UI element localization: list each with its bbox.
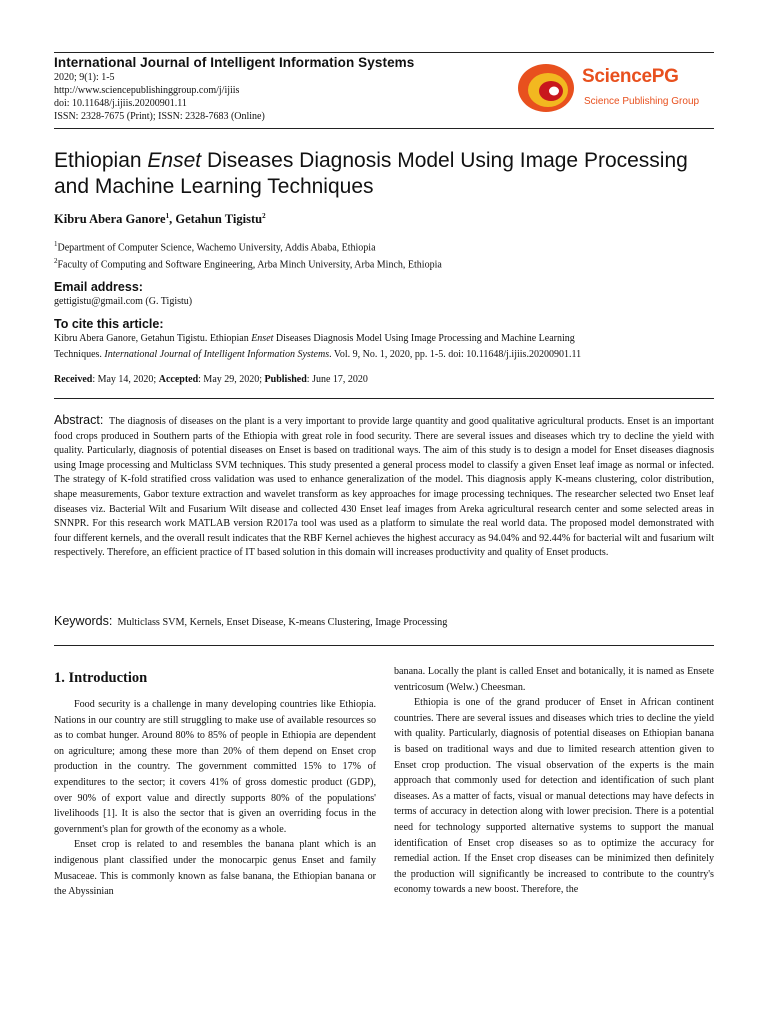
published-label: Published: [264, 374, 307, 385]
abstract-text: The diagnosis of diseases on the plant is a very important to provide large quantity and good qualitative agricultural products. Enset is an important food crops produced in Southern parts of the Ethiopia with great role in food security. There are several issues and diseases which try to decline the yield with quality. Particularly, diagnosis of potential diseases on Enset is based on traditional ways. The aim of this study is to design a model for Enset diseases diagnosis using Image processing and Multiclass SVM techniques. This study presented a general process model to classify a given Enset leaf image as normal or infected. The strategy of K-fold stratified cross validation was used to enhance generalization of the model. This diagnosis apply K-means clustering, color distribution, shape measurements, Gabor texture extraction and wavelet transform as key approaches for image processing techniques. The researcher selected two Enset leaf diseases viz. Bacterial Wilt and Fusarium Wilt disease and collected 430 Enset leaf images from Areka agricultural research center and some selected areas in SNNPR. For this research work MATLAB version R2017a tool was used as a platform to simulate the real world data. The proposed model demonstrated with four different kernels, and the overall result indicates that the RBF Kernel achieves the highest accuracy as 94.04% and 92.44% for bacterial wilt and fusarium wilt respectively. Therefore, an efficient practice of IT based solution in this domain will increases productivity and quality of Enset products.: [54, 416, 714, 559]
author-separator: ,: [169, 212, 176, 227]
authors: [54, 212, 266, 227]
abstract-label: Abstract:: [54, 413, 104, 427]
abstract: [54, 413, 714, 561]
intro-paragraph-1: Food security is a challenge in many developing countries like Ethiopia. Nations in our country are still struggling to make use of available resources so as to combat hunger. Around 80% to 85% of people in Ethiopia are dependent on agriculture; among these more than 20% of them depend on Enset crop production in the country. The government committed 15% to 17% of expenditures to the sector; it covers 41% of gross domestic product (GDP), over 90% of export value and directly supports 80% of the populations' livelihoods [1]. It is also the sector that is given an overriding focus in the government's plan for growth of the economy as a whole.: [54, 699, 376, 835]
affiliation-2-text: Faculty of Computing and Software Engineering, Arba Minch University, Arba Minch, Ethiopia: [57, 259, 442, 271]
doi-line: doi: 10.11648/j.ijiis.20200901.11: [54, 98, 187, 109]
keywords: [54, 614, 447, 628]
right-column: [394, 664, 714, 898]
author-2-sup: 2: [262, 212, 266, 220]
logo-name: SciencePG: [582, 66, 679, 87]
title-part3: Diseases Diagnosis Model Using Image Processing and Machine Learning Techniques: [54, 149, 688, 198]
citation-part: Diseases Diagnosis Model Using Image Processing and Machine Learning: [273, 333, 575, 344]
sciencepg-logo-icon: [514, 60, 584, 116]
left-column: [54, 697, 376, 900]
section-heading-introduction: 1. Introduction: [54, 670, 148, 686]
volume-line: 2020; 9(1): 1-5: [54, 72, 115, 83]
intro-paragraph-3: banana. Locally the plant is called Enset and botanically, it is named as Ensete ventricosum (Welw.) Cheesman.: [394, 666, 714, 693]
affiliation-1-sup: 1: [54, 240, 58, 248]
affiliation-1: [54, 240, 376, 253]
affiliation-1-text: Department of Computer Science, Wachemo University, Addis Ababa, Ethiopia: [57, 242, 376, 254]
citation-italic: Enset: [251, 333, 274, 344]
affiliation-2-sup: 2: [54, 257, 58, 265]
intro-paragraph-2: Enset crop is related to and resembles the banana plant which is an indigenous plant classified under the monocarpic genus Enset and family Musaceae. This is commonly known as false banana, the Ethiopian banana or the Abyssinian: [54, 839, 376, 898]
journal-url[interactable]: http://www.sciencepublishinggroup.com/j/ijiis: [54, 85, 240, 96]
accepted-date: : May 29, 2020;: [198, 374, 265, 385]
issn-line: ISSN: 2328-7675 (Print); ISSN: 2328-7683 (Online): [54, 111, 265, 122]
logo-subtitle: Science Publishing Group: [584, 96, 700, 107]
email-heading: Email address:: [54, 280, 143, 294]
citation-line-2: [54, 347, 714, 363]
author-2: Getahun Tigistu: [175, 212, 263, 227]
received-label: Received: [54, 374, 93, 385]
citation-journal: International Journal of Intelligent Information Systems: [104, 348, 330, 360]
accepted-label: Accepted: [158, 374, 199, 385]
journal-title: International Journal of Intelligent Information Systems: [54, 55, 415, 70]
header-top-rule: [54, 52, 714, 53]
citation-part: . Vol. 9, No. 1, 2020, pp. 1-5. doi: 10.11648/j.ijiis.20200901.11: [329, 348, 582, 360]
received-date: : May 14, 2020;: [92, 374, 159, 385]
intro-paragraph-4: Ethiopia is one of the grand producer of Enset in African continent countries. There are several issues and diseases which tries to decline the yield with quality. Particularly, diagnosis of potential diseases on Ethiopian banana is based on traditional ways and due to limited research attention given to Enset crop production. The visual observation of the experts is the main approach that commonly used for detection and identification of such plant diseases. As a matter of facts, visual or manual detections may have defects in terms of accuracy in detection along with lower precision. There is a potential need for technology supported alternative systems to support the manual identification of Enset crop diseases so as to optimize the accuracy for remedial action. If the Enset crop diseases can be minimized then definitely the production will significantly be increased to contribute to the country's economy towards a new boost. Therefore, the: [394, 697, 714, 896]
author-1: Kibru Abera Ganore: [54, 212, 166, 227]
keywords-text: Multiclass SVM, Kernels, Enset Disease, K-means Clustering, Image Processing: [117, 617, 448, 628]
title-italic: Enset: [147, 149, 202, 172]
sciencepg-logo: [514, 60, 714, 116]
affiliation-2: [54, 257, 442, 270]
dates-line: [54, 372, 368, 388]
header-bottom-rule: [54, 128, 714, 129]
email-address[interactable]: gettigistu@gmail.com (G. Tigistu): [54, 296, 193, 307]
citation-text: [54, 331, 714, 362]
author-1-sup: 1: [165, 212, 170, 220]
keywords-label: Keywords:: [54, 614, 113, 628]
title-part1: Ethiopian: [54, 149, 148, 172]
published-date: : June 17, 2020: [306, 374, 368, 385]
citation-part: Techniques.: [54, 348, 105, 360]
citation-part: Kibru Abera Ganore, Getahun Tigistu. Ethiopian: [54, 333, 252, 344]
cite-heading: To cite this article:: [54, 317, 164, 331]
paper-title: [54, 148, 694, 199]
citation-line-1: [54, 331, 714, 347]
keywords-bottom-rule: [54, 645, 714, 646]
abstract-top-rule: [54, 398, 714, 399]
